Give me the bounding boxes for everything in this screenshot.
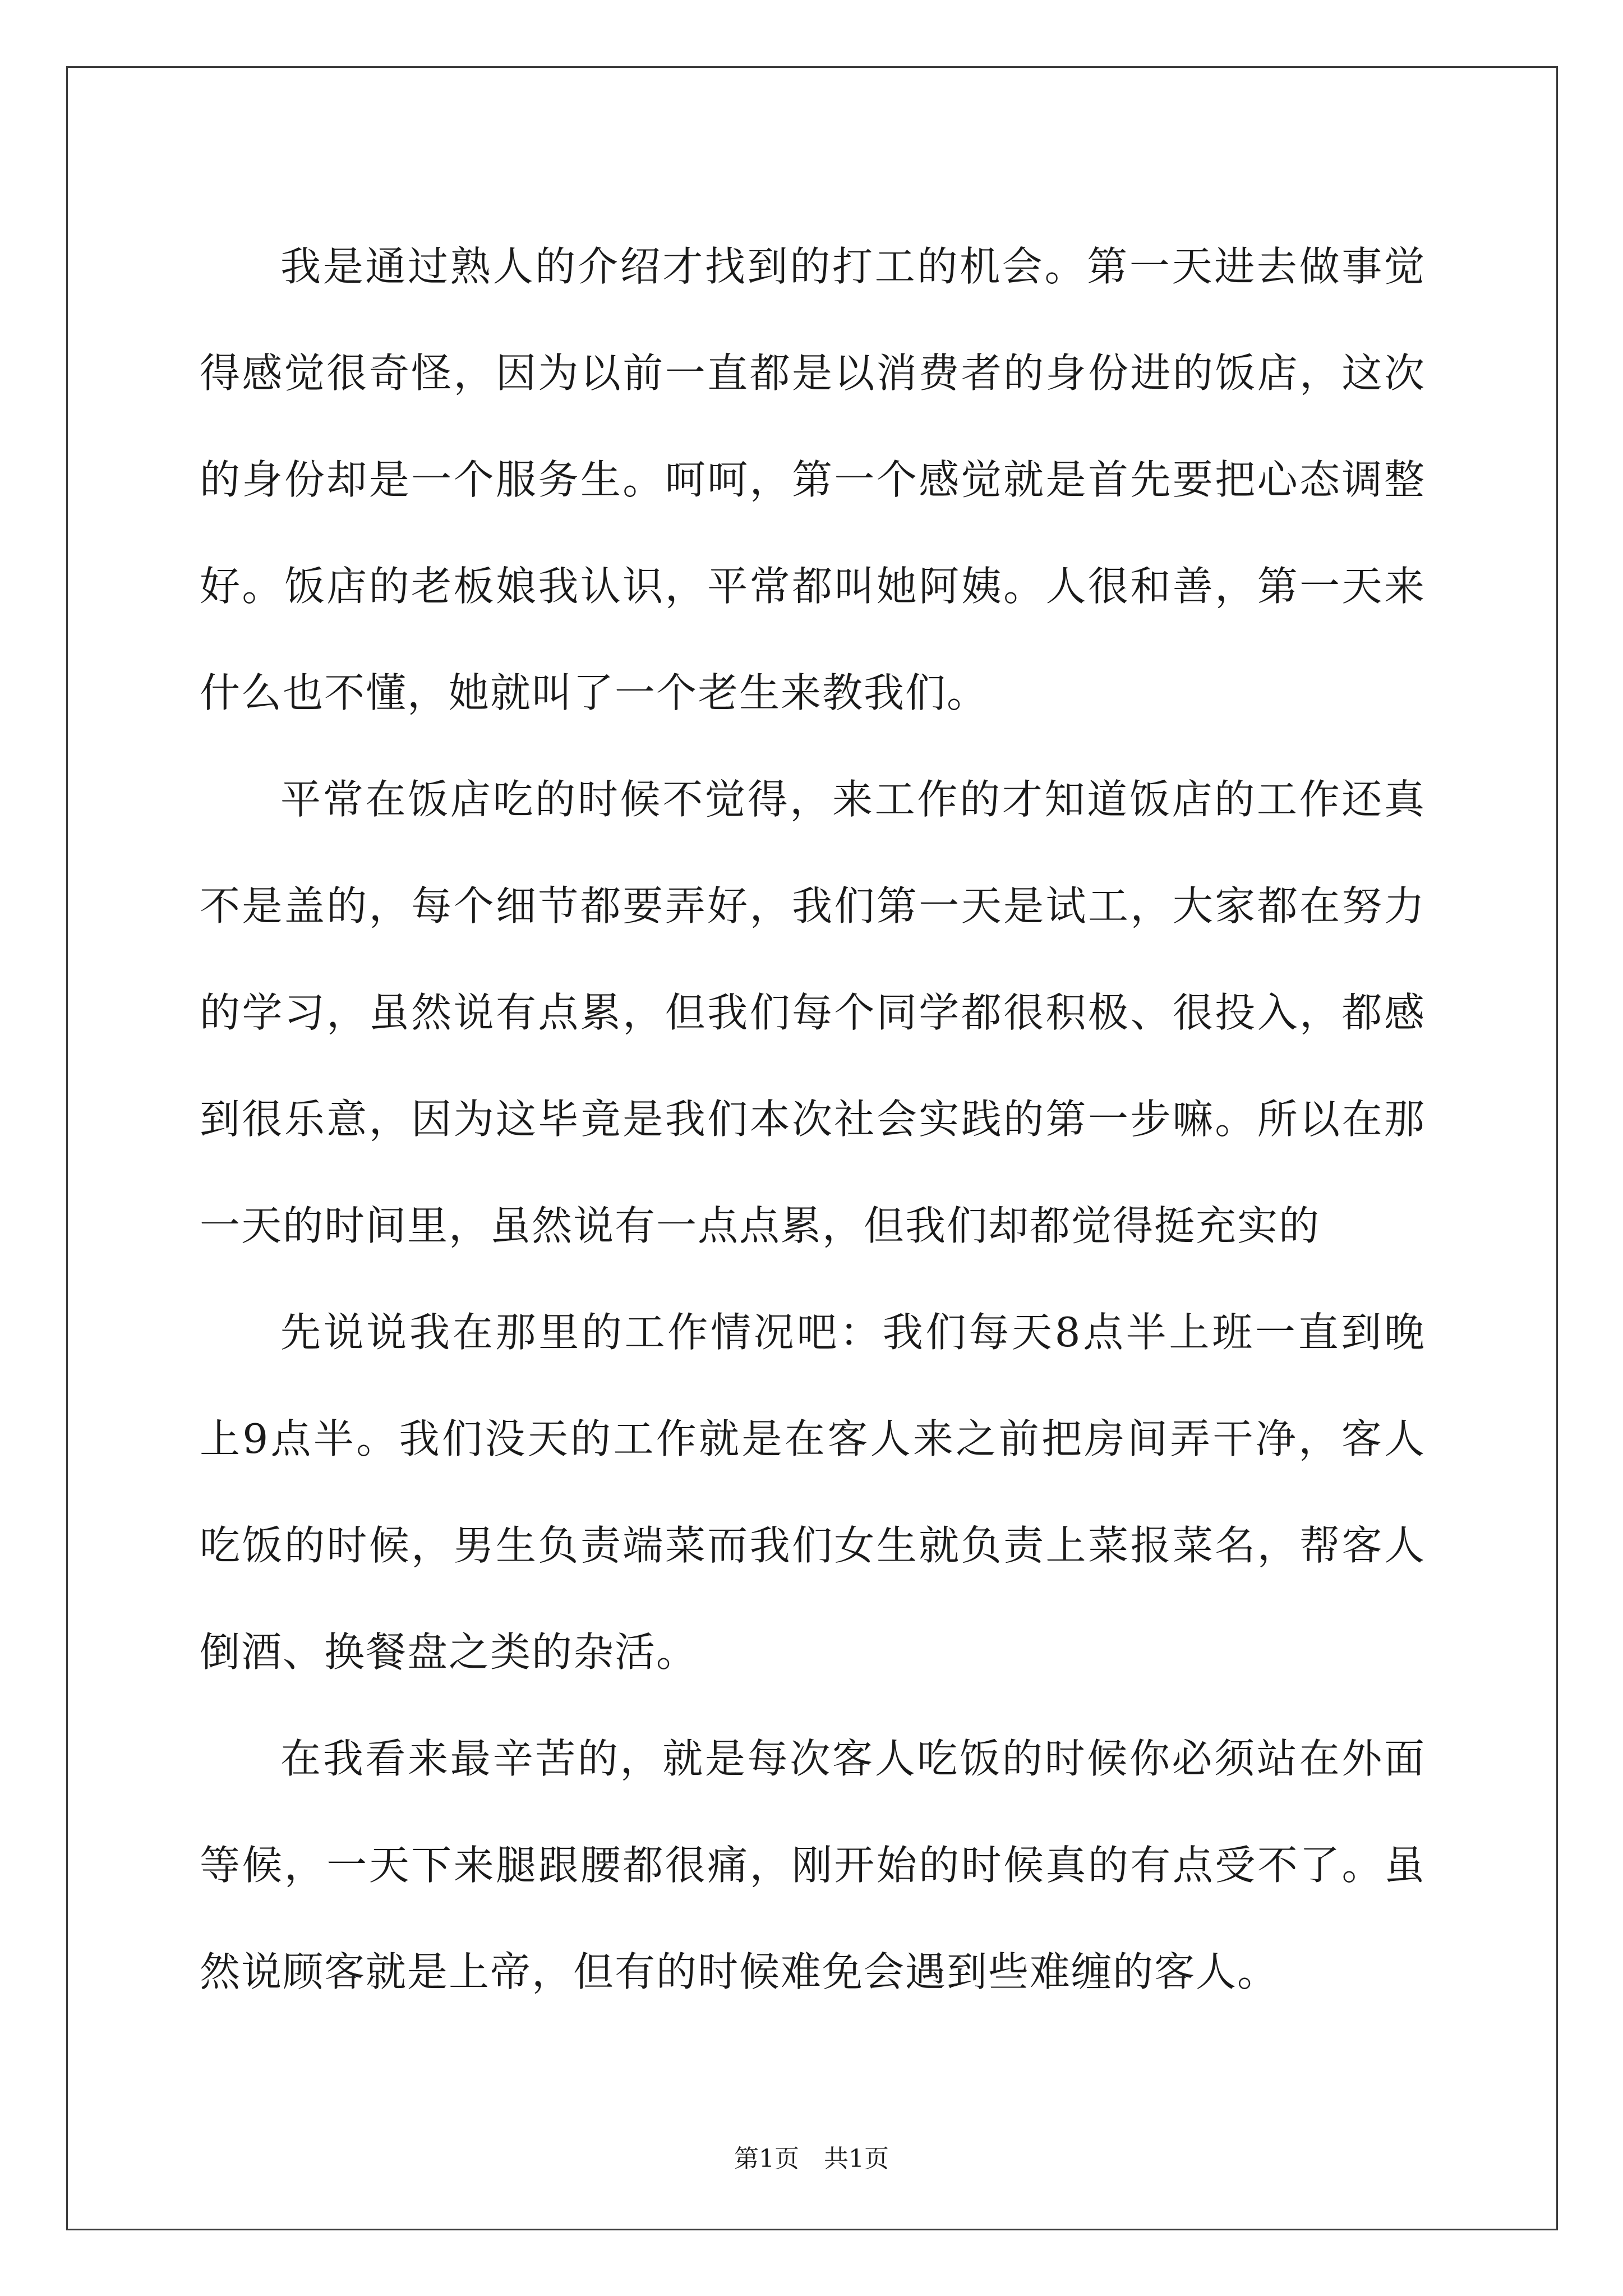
paragraph-2: 平常在饭店吃的时候不觉得，来工作的才知道饭店的工作还真不是盖的，每个细节都要弄好，我们第一天是试工，大家都在努力的学习，虽然说有点累，但我们每个同学都很积极、很投入，都感到很乐意，因为这毕竟是我们本次社会实践的第一步嘛。所以在那一天的时间里，虽然说有一点点累，但我们却都觉得挺充实的 — [200, 776, 1426, 1249]
paragraph-4: 在我看来最辛苦的，就是每次客人吃饭的时候你必须站在外面等候，一天下来腿跟腰都很痛，刚开始的时候真的有点受不了。虽然说顾客就是上帝，但有的时候难免会遇到些难缠的客人。 — [200, 1735, 1426, 1995]
document-body — [200, 213, 1426, 2025]
page-number-total: 共1页 — [824, 2145, 889, 2173]
paragraph-3: 先说说我在那里的工作情况吧：我们每天8点半上班一直到晚上9点半。我们没天的工作就是在客人来之前把房间弄干净，客人吃饭的时候，男生负责端菜而我们女生就负责上菜报菜名，帮客人倒酒、换餐盘之类的杂活。 — [200, 1309, 1426, 1676]
paragraph-1: 我是通过熟人的介绍才找到的打工的机会。第一天进去做事觉得感觉很奇怪，因为以前一直都是以消费者的身份进的饭店，这次的身份却是一个服务生。呵呵，第一个感觉就是首先要把心态调整好。饭店的老板娘我认识，平常都叫她阿姨。人很和善，第一天来什么也不懂，她就叫了一个老生来教我们。 — [200, 243, 1426, 716]
page-number-current: 第1页 — [734, 2145, 799, 2173]
page-footer — [0, 2138, 1623, 2174]
